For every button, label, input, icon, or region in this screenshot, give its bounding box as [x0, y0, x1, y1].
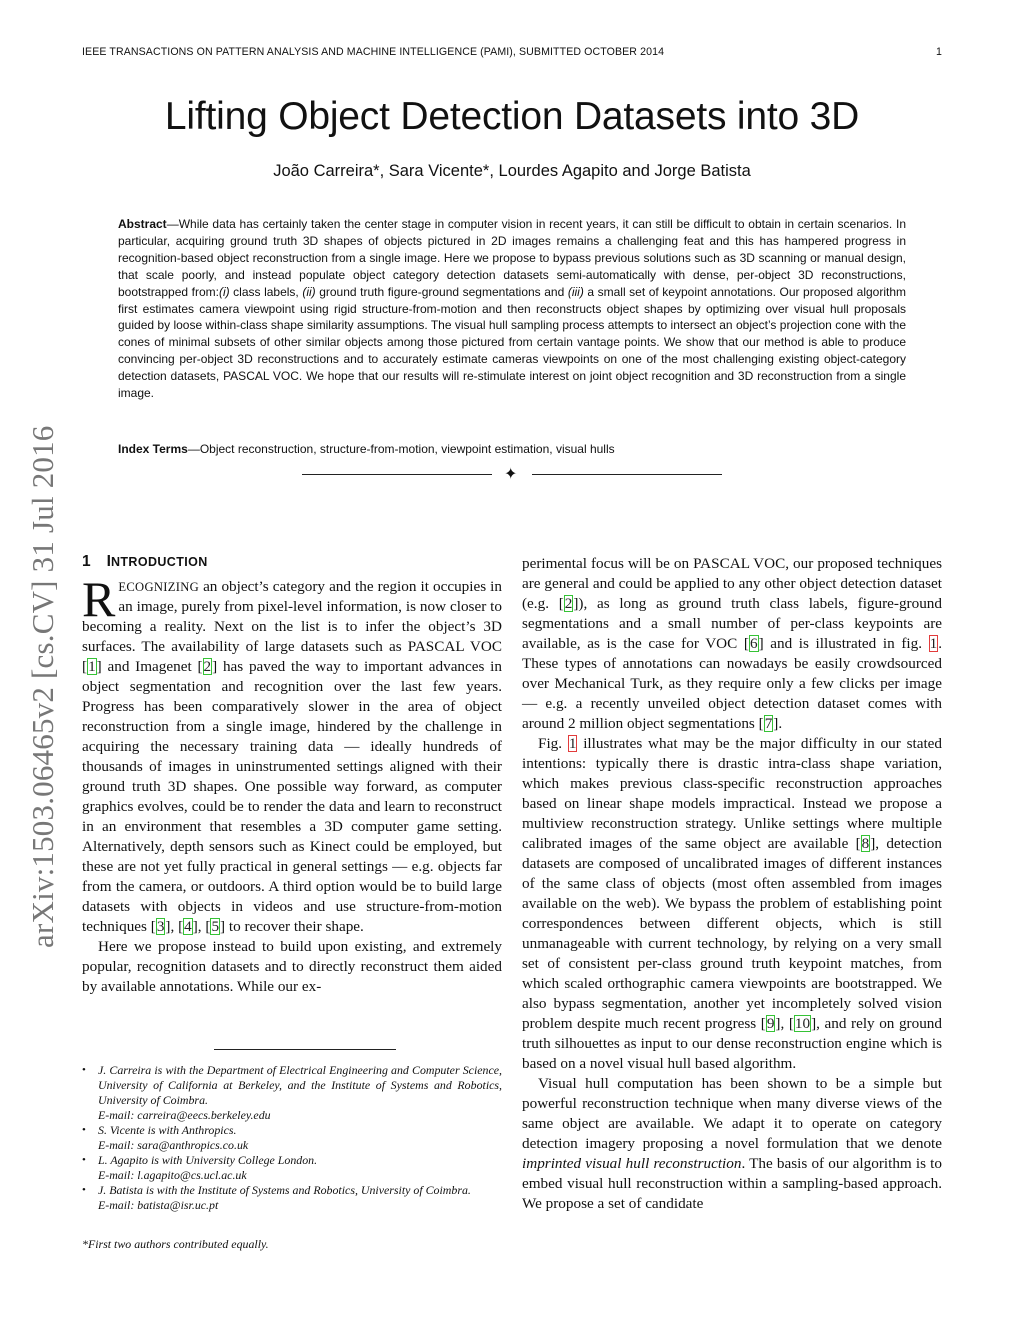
abstract-item-i: (i): [218, 284, 230, 299]
text-run: illustrates what may be the major difficulty in our stated intentions: typically there is drastic intra-class shape variation, which makes previous class-specific reconstruction approaches based on linear shape models impractical. Instead we propose a multiview reconstruction strategy. Unlike settings where multiple calibrated images of the same object are available: [522, 735, 942, 852]
citation-link[interactable]: 9: [766, 1015, 775, 1032]
section-separator: [302, 464, 722, 483]
bullet-icon: •: [82, 1124, 86, 1136]
emphasis-term: imprinted visual hull reconstruction: [522, 1155, 742, 1172]
author-affiliations: [82, 1063, 502, 1213]
equal-contribution-note: *First two authors contributed equally.: [82, 1237, 269, 1251]
text-run: ,: [780, 1015, 789, 1032]
text-run: ,: [170, 918, 179, 935]
author-list: João Carreira*, Sara Vicente*, Lourdes Agapito and Jorge Batista: [273, 162, 751, 180]
drop-cap: R: [82, 571, 116, 627]
abstract-label: Abstract: [118, 217, 167, 231]
citation-link[interactable]: 8: [861, 835, 870, 852]
separator-rule-left: [302, 474, 492, 475]
text-run: and Imagenet: [101, 658, 198, 675]
text-run: . These types of annotations can nowadays be easily crowdsourced over Mechanical Turk, as they require only a few clicks per image — e.g. a recently unveiled object detection dataset comes with around 2 million object segmentations: [522, 635, 942, 732]
text-run: perimental focus will be on PASCAL VOC, our proposed techniques are general and could be applied to any other object detection dataset (e.g.: [522, 555, 942, 612]
citation-link[interactable]: 10: [794, 1015, 811, 1032]
citation-link[interactable]: 2: [203, 658, 212, 675]
text-run: has paved the way to important advances in object segmentation and recognition over the last few years. Progress has been comparatively slower in the area of object reconstruction from a single image, hindered by the challenge in acquiring the necessary training data — ideally hundreds of thousands of images in uninstrumented settings aligned with their ground truth 3D shapes. One possible way forward, as computer graphics evolves, could be to render the data and learn to reconstruct in an environment that resembles a 3D computer game setting. Alternatively, depth sensors such as Kinect could be employed, but these are not yet fully practical in general settings — e.g. objects far from the camera, or outdoors. A third option would be to build large datasets with objects in videos and use structure-from-motion techniques: [82, 658, 502, 935]
text-run: ), as long as ground truth class labels, figure-ground segmentations and a small number of per-class keypoints are available, as is the case for VOC: [522, 595, 942, 652]
section-number: 1: [82, 553, 91, 570]
affiliation-carreira: [82, 1063, 502, 1123]
text-run: to recover their shape.: [225, 918, 364, 935]
left-column: [82, 571, 502, 997]
running-header: [82, 46, 942, 62]
journal-name: IEEE TRANSACTIONS ON PATTERN ANALYSIS AND MACHINE INTELLIGENCE (PAMI), SUBMITTED OCTOBER 2014: [82, 46, 665, 58]
citation-link[interactable]: 4: [184, 918, 192, 935]
affiliation-text: L. Agapito is with University College London.: [98, 1153, 318, 1167]
abstract-text-4: a small set of keypoint annotations. Our proposed algorithm first estimates camera viewpoint using rigid structure-from-motion and then reconstructs object shapes by optimizing over visual hull proposals guided by loose within-class shape similarity assumptions. The visual hull sampling process attempts to intersect an object’s projection cone with the cones of minimal subsets of other similar objects among those pictured from certain vantage points. We show that our method is able to produce convincing per-object 3D reconstructions and to accurately estimate cameras viewpoints on one of the most challenging existing object-category detection datasets, PASCAL VOC. We hope that our results will re-stimulate interest on joint object recognition and 3D reconstruction from a single image.: [118, 284, 907, 401]
affiliation-email: E-mail: sara@anthropics.co.uk: [98, 1138, 249, 1152]
abstract-item-iii: (iii): [567, 284, 584, 299]
separator-diamond-icon: ✦: [504, 464, 518, 483]
abstract-text-2: class labels,: [229, 284, 303, 299]
text-run: Fig.: [538, 735, 568, 752]
text-run: .: [778, 715, 783, 732]
affiliation-agapito: [82, 1153, 502, 1183]
affiliation-batista: [82, 1183, 502, 1213]
intro-paragraph-2: Here we propose instead to build upon existing, and extremely popular, recognition datasets and to directly reconstruct them aided by available annotations. While our ex-: [82, 938, 502, 995]
bullet-icon: •: [82, 1184, 86, 1196]
abstract: [118, 216, 906, 402]
index-terms-text: —Object reconstruction, structure-from-motion, viewpoint estimation, visual hulls: [187, 442, 615, 456]
footnote-rule: [214, 1049, 396, 1050]
affiliation-text: J. Batista is with the Institute of Systems and Robotics, University of Coimbra.: [98, 1183, 471, 1197]
text-run: an object’s category and the region it occupies in an image, purely from pixel-level information, is now closer to becoming a reality. Next on the list is to infer the object’s 3D surfaces. The availability of large datasets such as PASCAL VOC: [82, 578, 502, 655]
text-run: , and rely on ground truth silhouettes as input to our dense reconstruction engine which is based on a novel visual hull based algorithm.: [522, 1015, 942, 1072]
intro-paragraph-3: perimental focus will be on PASCAL VOC, our proposed techniques are general and could be applied to any other object detection dataset (e.g. [2]), as long as ground truth class labels, figure-ground segmentations and a small number of per-class keypoints are available, as is the case for VOC [6] and is illustrated in fig. 1. These types of annotations can nowadays be easily crowdsourced over Mechanical Turk, as they require only a few clicks per image — e.g. a recently unveiled object detection dataset comes with around 2 million object segmentations [7].: [522, 555, 942, 732]
affiliation-text: J. Carreira is with the Department of Electrical Engineering and Computer Science, University of California at Berkeley, and the Institute of Systems and Robotics, University of Coimbra.: [98, 1063, 502, 1107]
bullet-icon: •: [82, 1154, 86, 1166]
affiliation-vicente: [82, 1123, 502, 1153]
citation-link[interactable]: 3: [156, 918, 165, 935]
text-run: Visual hull computation has been shown to be a simple but powerful reconstruction technique when many diverse views of the same object are available. We adapt it to operate on category detection imagery proposing a novel formulation that we denote: [522, 1075, 942, 1152]
abstract-text-1: —While data has certainly taken the center stage in computer vision in recent years, it can still be difficult to obtain in certain scenarios. In particular, acquiring ground truth 3D shapes of objects pictured in 2D images remains a challenging feat and this has hampered progress in recognition-based object reconstruction from a single image. Here we propose to bypass previous solutions such as 3D scanning or manual design, that scale poorly, and instead populate object category detection datasets semi-automatically with dense, per-object 3D reconstructions, bootstrapped from:: [118, 217, 906, 299]
citation-link[interactable]: 7: [764, 715, 773, 732]
right-column: [522, 554, 942, 1214]
paper-title: Lifting Object Detection Datasets into 3D: [164, 95, 860, 138]
bullet-icon: •: [82, 1064, 86, 1076]
section-title-initial: I: [106, 553, 111, 570]
affiliation-email: E-mail: l.agapito@cs.ucl.ac.uk: [98, 1168, 247, 1182]
figure-link[interactable]: 1: [929, 635, 938, 652]
text-run: ,: [197, 918, 206, 935]
lead-smallcaps: ECOGNIZING: [118, 580, 200, 594]
citation-link[interactable]: 6: [749, 635, 758, 652]
figure-link[interactable]: 1: [568, 735, 577, 752]
citation-link[interactable]: 1: [88, 658, 96, 675]
section-heading-introduction: [82, 553, 208, 571]
affiliation-text: S. Vicente is with Anthropics.: [98, 1123, 237, 1137]
section-title-rest: NTRODUCTION: [110, 555, 208, 569]
affiliation-email: E-mail: batista@isr.uc.pt: [98, 1198, 219, 1212]
intro-paragraph-4: Fig. 1 illustrates what may be the major difficulty in our stated intentions: typically there is drastic intra-class shape variation, which makes previous class-specific reconstruction approaches based on linear shape models impractical. Instead we propose a multiview reconstruction strategy. Unlike settings where multiple calibrated images of the same object are available [8], detection datasets are composed of uncalibrated images of different instances of the same class of objects (most often assembled from images available on the web). We bypass the problem of establishing point correspondences between different objects, which is still unmanageable with current technology, by relying on a very small set of consistent per-class ground truth keypoint matches, from which scaled orthographic camera viewpoints are bootstrapped. We also bypass segmentation, another yet incompletely solved vision problem despite much recent progress [9], [10], and rely on ground truth silhouettes as input to our dense reconstruction engine which is based on a novel visual hull based algorithm.: [522, 735, 942, 1072]
text-run: and is illustrated in fig.: [763, 635, 929, 652]
text-run: . The basis of our algorithm is to embed visual hull reconstruction within a sampling-based approach. We propose a set of candidate: [522, 1155, 942, 1212]
abstract-item-ii: (ii): [302, 284, 316, 299]
index-terms: [118, 441, 906, 458]
affiliation-email: E-mail: carreira@eecs.berkeley.edu: [98, 1108, 271, 1122]
intro-paragraph-5: [522, 1074, 942, 1214]
citation-link[interactable]: 2: [564, 595, 573, 612]
abstract-text-3: ground truth figure-ground segmentations and: [315, 284, 568, 299]
page-number: 1: [936, 46, 942, 58]
index-terms-label: Index Terms: [118, 442, 188, 456]
arxiv-identifier[interactable]: arXiv:1503.06465v2 [cs.CV] 31 Jul 2016: [25, 425, 60, 948]
citation-link[interactable]: 5: [211, 918, 220, 935]
intro-paragraph-1: RECOGNIZING an object’s category and the region it occupies in an image, purely from pixel-level information, is now closer to becoming a reality. Next on the list is to infer the object’s 3D surfaces. The availability of large datasets such as PASCAL VOC [1] and Imagenet [2] has paved the way to important advances in object segmentation and recognition over the last few years. Progress has been comparatively slower in the area of object reconstruction from a single image, hindered by the challenge in acquiring the necessary training data — ideally hundreds of thousands of images in uninstrumented settings aligned with their ground truth 3D shapes. One possible way forward, as computer graphics evolves, could be to render the data and learn to reconstruct in an environment that resembles a 3D computer game setting. Alternatively, depth sensors such as Kinect could be employed, but these are not yet fully practical in general settings — e.g. objects far from the camera, or outdoors. A third option would be to build large datasets with objects in videos and use structure-from-motion techniques [3], [4], [5] to recover their shape.: [82, 571, 502, 935]
text-run: , detection datasets are composed of uncalibrated images of different instances of the same class of objects (most often assembled from images available on the web). We bypass the problem of establishing point correspondences between different objects, which is still unmanageable with current technology, by relying on a very small set of consistent per-class ground truth keypoint matches, from which scaled orthographic camera viewpoints are bootstrapped. We also bypass segmentation, another yet incompletely solved vision problem despite much recent progress: [522, 835, 942, 1032]
separator-rule-right: [532, 474, 722, 475]
